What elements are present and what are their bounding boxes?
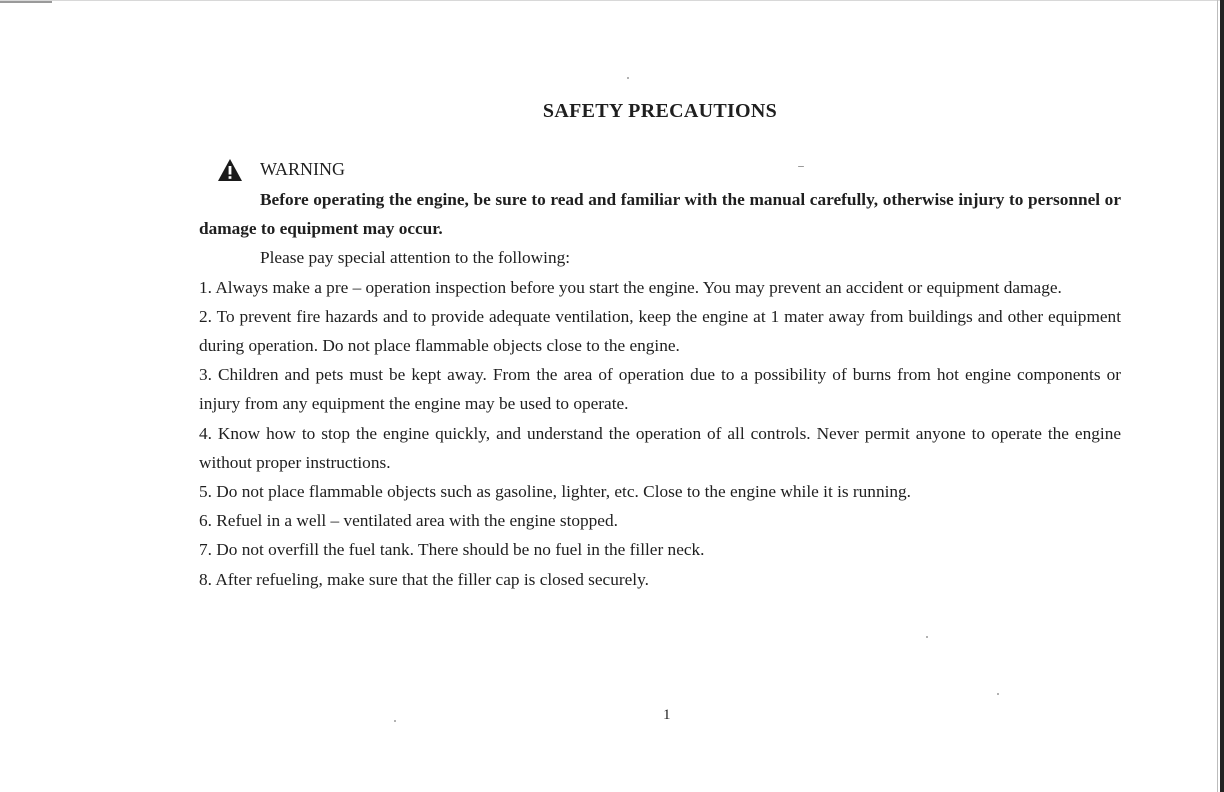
list-item: 8. After refueling, make sure that the filler cap is closed securely. (199, 569, 649, 589)
scan-speck (926, 636, 928, 638)
scan-top-border (0, 0, 1224, 1)
scan-speck (798, 166, 804, 167)
warning-triangle-icon (217, 158, 243, 182)
list-item: 4. Know how to stop the engine quickly, and understand the operation of all controls. Never permit anyone to operate the engine without proper instructions. (199, 423, 1121, 472)
intro-text: Please pay special attention to the following: (260, 248, 571, 268)
list-item: 6. Refuel in a well – ventilated area with the engine stopped. (199, 511, 618, 531)
list-item: 5. Do not place flammable objects such as gasoline, lighter, etc. Close to the engine while it is running. (199, 482, 911, 502)
list-item: 2. To prevent fire hazards and to provide adequate ventilation, keep the engine at 1 mater away from buildings and other equipment during operation. Do not place flammable objects close to the engine. (199, 306, 1121, 356)
list-item: 3. Children and pets must be kept away. From the area of operation due to a possibility of burns from hot engine components or injury from any equipment the engine may be used to operate. (199, 365, 1121, 414)
list-item: 1. Always make a pre – operation inspection before you start the engine. You may prevent an accident or equipment damage. (199, 277, 1062, 297)
scan-speck (997, 693, 999, 695)
scan-speck (394, 720, 396, 722)
scan-corner-mark (0, 1, 52, 3)
list-item: 7. Do not overfill the fuel tank. There should be no fuel in the filler neck. (199, 540, 705, 560)
safety-instructions (199, 185, 1121, 594)
scan-speck (627, 77, 629, 79)
warning-notice: Before operating the engine, be sure to read and familiar with the manual carefully, otherwise injury to personnel or damage to equipment may occur. (199, 190, 1121, 239)
page-number: 1 (663, 707, 671, 723)
page-title: SAFETY PRECAUTIONS (542, 100, 778, 122)
warning-label: WARNING (260, 159, 345, 179)
